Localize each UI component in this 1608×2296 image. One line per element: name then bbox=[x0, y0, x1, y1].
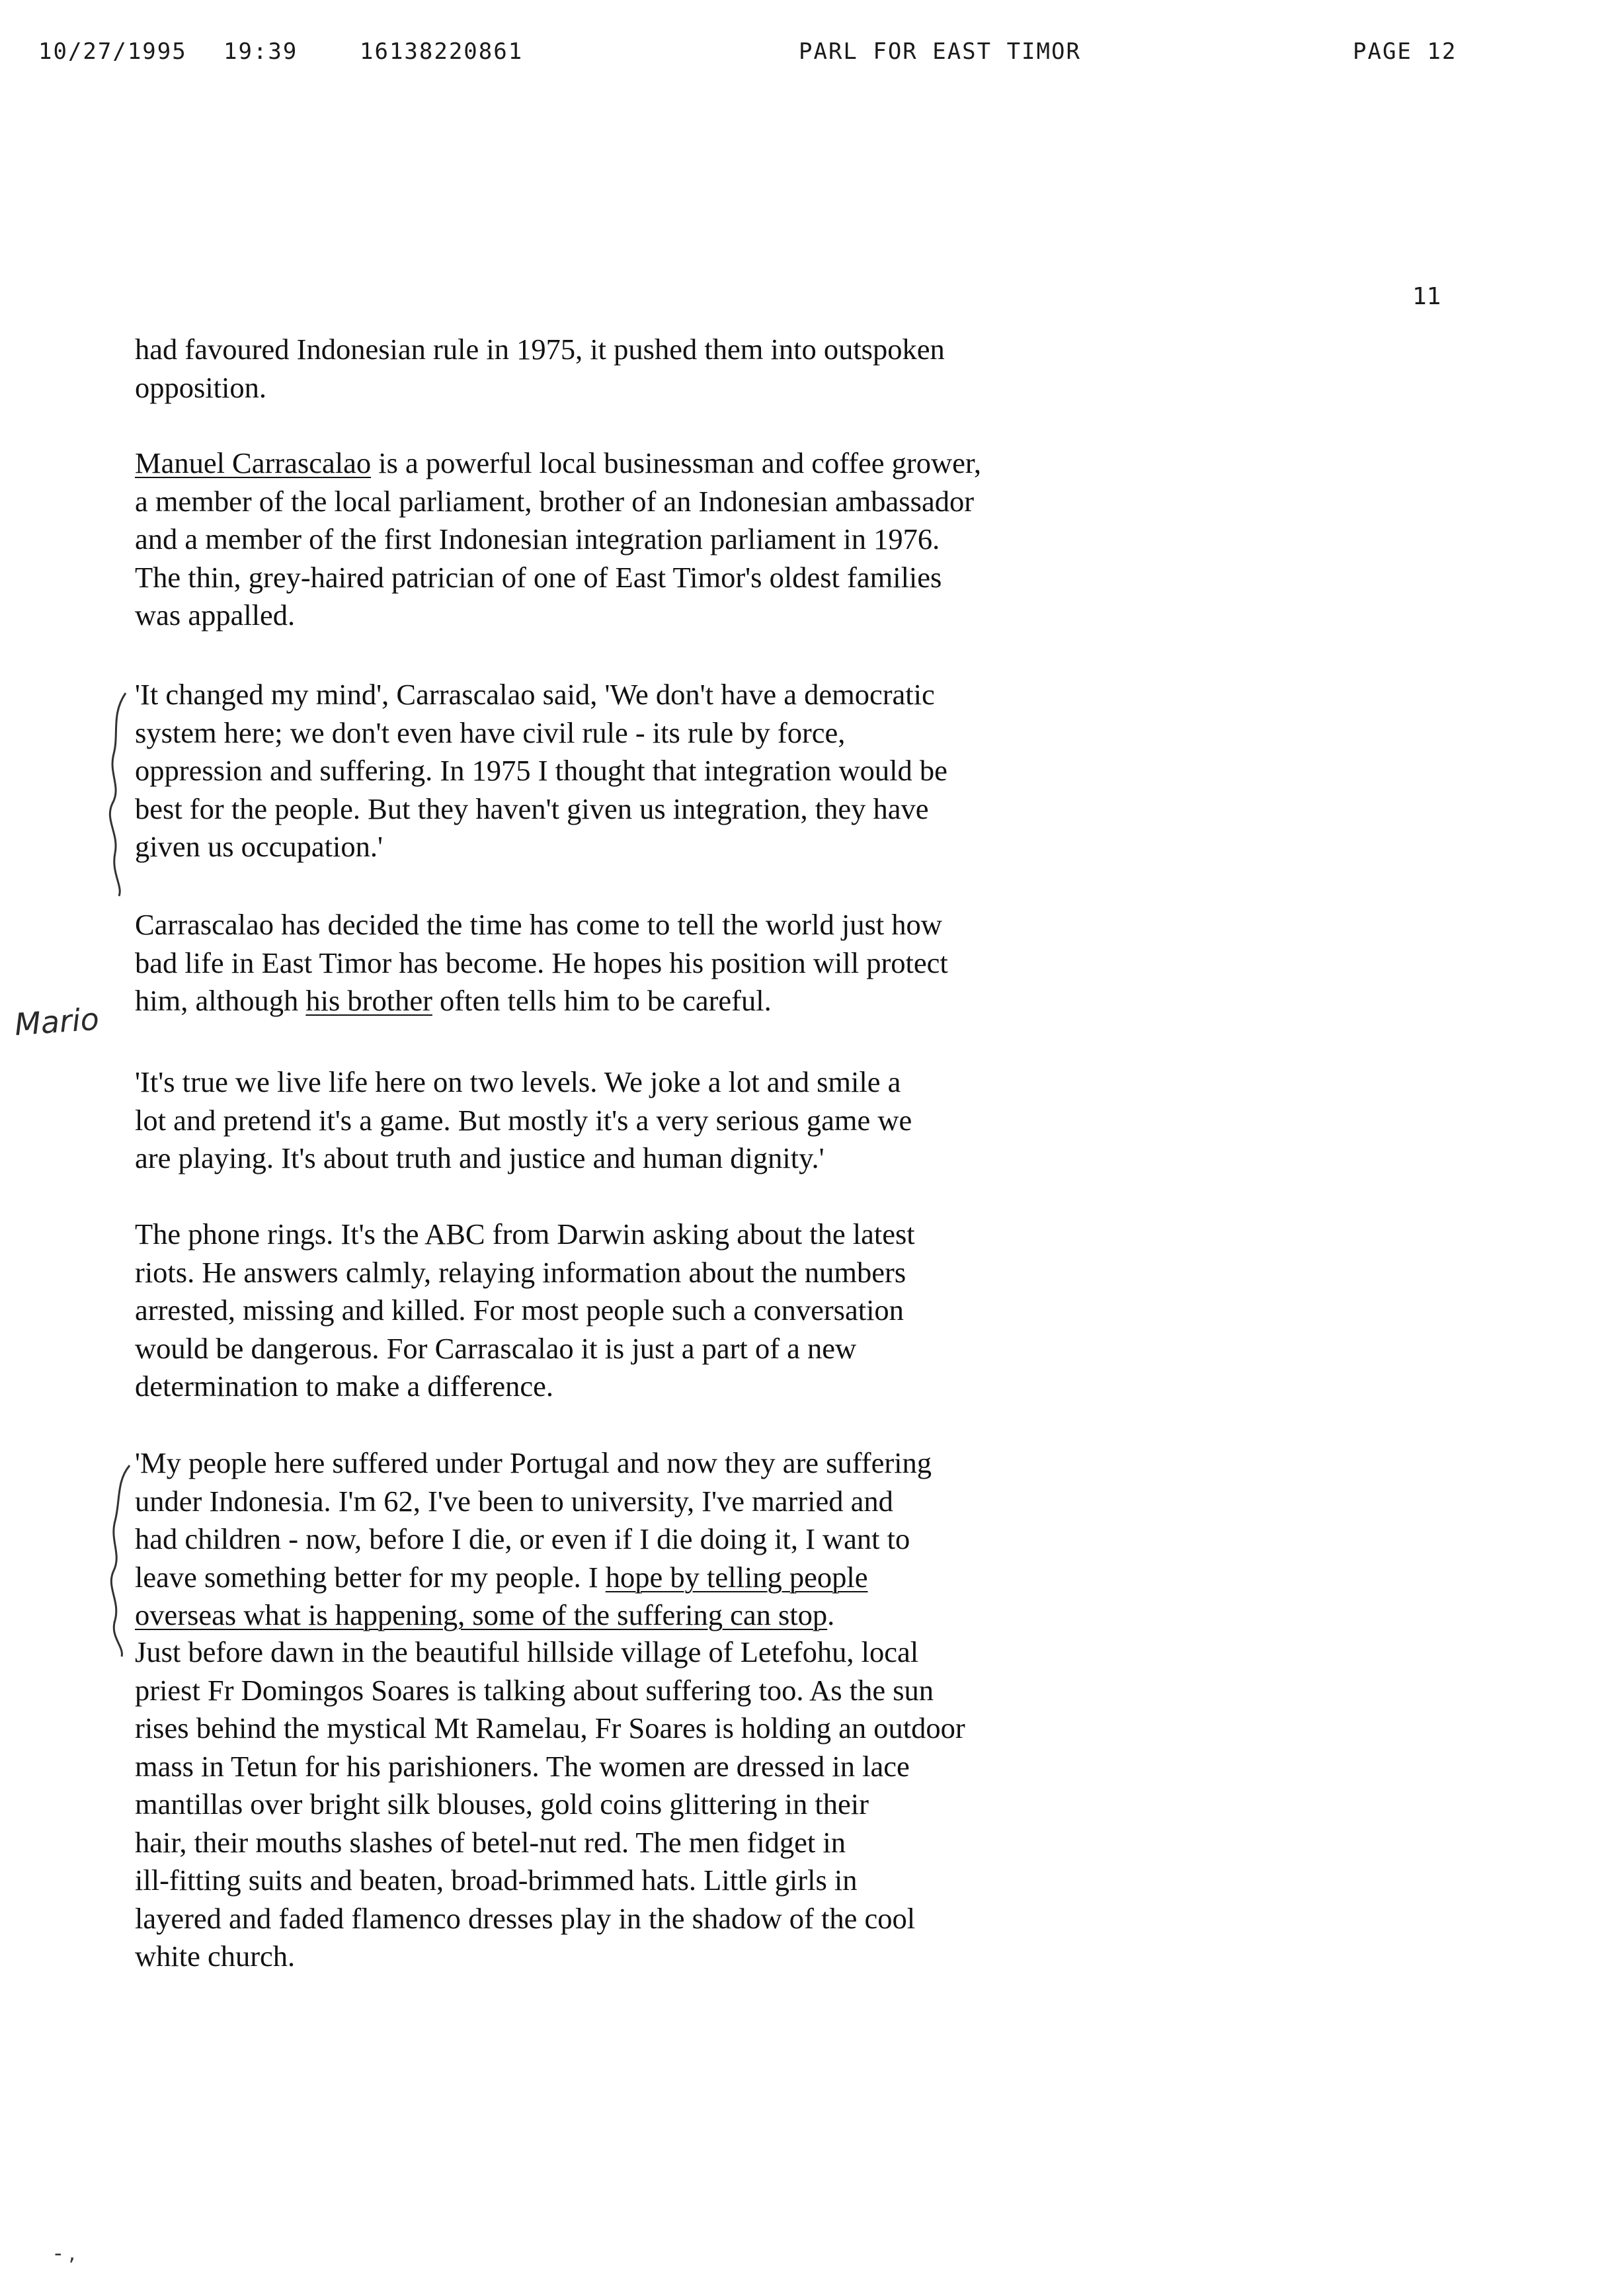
text-line: hair, their mouths slashes of betel-nut red. The men fidget in bbox=[135, 1825, 846, 1859]
text-line: Carrascalao has decided the time has come to tell the world just how bbox=[135, 908, 942, 941]
text-line: lot and pretend it's a game. But mostly it's a very serious game we bbox=[135, 1103, 912, 1137]
underlined-phrase: overseas what is happening, some of the suffering can stop bbox=[135, 1598, 828, 1631]
text-line: The phone rings. It's the ABC from Darwin asking about the latest bbox=[135, 1217, 915, 1250]
page-number: 11 bbox=[1412, 283, 1441, 310]
text-line: bad life in East Timor has become. He hopes his position will protect bbox=[135, 946, 948, 979]
text-line: 'My people here suffered under Portugal and now they are suffering bbox=[135, 1446, 932, 1479]
text-line bbox=[135, 1596, 932, 1635]
text-line: and a member of the first Indonesian integration parliament in 1976. bbox=[135, 522, 940, 555]
text-line: best for the people. But they haven't given us integration, they have bbox=[135, 792, 929, 825]
text-line bbox=[135, 982, 948, 1020]
underlined-name: Manuel Carrascalao bbox=[135, 446, 372, 479]
underlined-phrase: his brother bbox=[305, 984, 432, 1017]
paragraph-1 bbox=[135, 331, 945, 407]
text-span: is a powerful local businessman and coffee grower, bbox=[371, 446, 982, 479]
text-span: him, although bbox=[135, 984, 306, 1017]
text-line: mantillas over bright silk blouses, gold coins glittering in their bbox=[135, 1787, 869, 1821]
text-line: The thin, grey-haired patrician of one of East Timor's oldest families bbox=[135, 560, 942, 594]
text-line: layered and faded flamenco dresses play in the shadow of the cool bbox=[135, 1901, 916, 1935]
text-line: under Indonesia. I'm 62, I've been to university, I've married and bbox=[135, 1484, 893, 1518]
paragraph-3-quote bbox=[135, 676, 947, 866]
text-span: leave something better for my people. I bbox=[135, 1560, 606, 1594]
paragraph-2 bbox=[135, 444, 981, 635]
text-line: are playing. It's about truth and justice and human dignity.' bbox=[135, 1141, 824, 1174]
paragraph-7-quote bbox=[135, 1444, 932, 1635]
handwritten-bracket-quote-2 bbox=[98, 1461, 138, 1660]
stray-marks: - , bbox=[54, 2240, 75, 2266]
paragraph-6 bbox=[135, 1215, 915, 1406]
text-line: opposition. bbox=[135, 370, 267, 404]
text-line bbox=[135, 444, 981, 483]
text-line: priest Fr Domingos Soares is talking about suffering too. As the sun bbox=[135, 1673, 934, 1707]
text-line: rises behind the mystical Mt Ramelau, Fr Soares is holding an outdoor bbox=[135, 1711, 965, 1744]
text-line: had children - now, before I die, or even if I die doing it, I want to bbox=[135, 1522, 910, 1555]
text-line: 'It's true we live life here on two levels. We joke a lot and smile a bbox=[135, 1065, 901, 1098]
text-line: system here; we don't even have civil rule - its rule by force, bbox=[135, 716, 846, 749]
text-line: ill-fitting suits and beaten, broad-brimmed hats. Little girls in bbox=[135, 1864, 858, 1897]
text-line: mass in Tetun for his parishioners. The women are dressed in lace bbox=[135, 1749, 910, 1783]
fax-header bbox=[0, 38, 1608, 78]
fax-sender: PARL FOR EAST TIMOR bbox=[799, 38, 1081, 65]
text-line: a member of the local parliament, brother of an Indonesian ambassador bbox=[135, 484, 975, 518]
text-line bbox=[135, 1559, 932, 1597]
text-line: oppression and suffering. In 1975 I thought that integration would be bbox=[135, 754, 947, 787]
fax-page-label: PAGE 12 bbox=[1353, 38, 1457, 65]
text-line: given us occupation.' bbox=[135, 830, 383, 863]
underlined-phrase: hope by telling people bbox=[605, 1560, 868, 1594]
text-line: determination to make a difference. bbox=[135, 1370, 554, 1403]
paragraph-5-quote bbox=[135, 1063, 912, 1178]
text-line: riots. He answers calmly, relaying information about the numbers bbox=[135, 1255, 906, 1289]
text-line: Just before dawn in the beautiful hillside village of Letefohu, local bbox=[135, 1635, 919, 1668]
paragraph-4 bbox=[135, 906, 948, 1020]
handwritten-margin-note: Mario bbox=[13, 1001, 100, 1043]
paragraph-8 bbox=[135, 1633, 965, 1976]
text-line: arrested, missing and killed. For most people such a conversation bbox=[135, 1293, 904, 1327]
text-span: . bbox=[827, 1598, 835, 1631]
handwritten-bracket-quote-1 bbox=[99, 688, 139, 899]
text-line: white church. bbox=[135, 1940, 296, 1973]
text-line: 'It changed my mind', Carrascalao said, 'We don't have a democratic bbox=[135, 678, 935, 711]
fax-time: 19:39 bbox=[223, 38, 298, 65]
text-span: often tells him to be careful. bbox=[432, 984, 772, 1017]
text-line: was appalled. bbox=[135, 598, 296, 632]
text-line: had favoured Indonesian rule in 1975, it pushed them into outspoken bbox=[135, 333, 945, 366]
fax-date: 10/27/1995 bbox=[38, 38, 187, 65]
fax-phone-number: 16138220861 bbox=[360, 38, 524, 65]
text-line: would be dangerous. For Carrascalao it is just a part of a new bbox=[135, 1331, 857, 1365]
